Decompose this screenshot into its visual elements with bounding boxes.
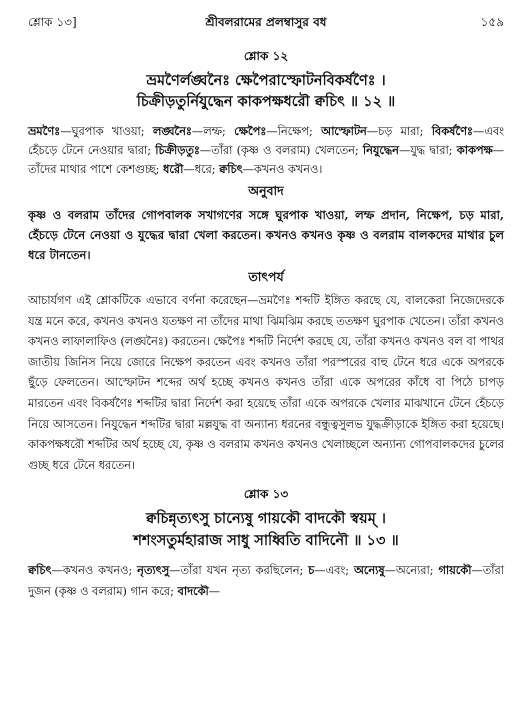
verse-13-text <box>28 508 504 552</box>
synonym-word: ভ্রমণৈঃ <box>28 124 61 138</box>
verse-12-line-2: চিক্রীড়তুর্নিযুদ্ধেন কাকপক্ষধরৌ ক্বচিৎ ॥ ১২ ॥ <box>136 93 396 110</box>
header-verse-ref: শ্লোক ১৩] <box>28 15 77 29</box>
synonym-meaning: —নিক্ষেপ; <box>266 125 322 138</box>
synonym-word: আস্ফোটন <box>321 124 367 138</box>
verse-13-line-2: শশংসতুর্মহারাজ সাধু সাধ্বিতি বাদিনৌ ॥ ১৩ ॥ <box>133 532 399 550</box>
page <box>28 14 504 602</box>
synonym-meaning: —লম্ফ; <box>191 125 235 138</box>
page-header <box>28 14 504 38</box>
synonym-word: গায়কৌ <box>438 563 472 578</box>
synonym-word: নিযুদ্ধেন <box>362 143 399 157</box>
synonym-word: ক্বচিৎ <box>28 563 52 578</box>
header-chapter-title: শ্রীবলরামের প্রলম্বাসুর বধ <box>205 15 327 29</box>
synonym-word: অন্যেষু <box>354 563 385 578</box>
translation-text: কৃষ্ণ ও বলরাম তাঁদের গোপবালক সখাগণের সঙ্গে ঘুরপাক খাওয়া, লম্ফ প্রদান, নিক্ষেপ, চড় মারা, হেঁচড়ে টেনে নেওয়া ও যুদ্ধের দ্বারা খেলা করতেন। কখনও কখনও কৃষ্ণ ও বলরাম বালকদের মাথার চুল ধরে টানতেন। <box>28 208 504 262</box>
synonym-word: লঙ্ঘনৈঃ <box>152 124 192 138</box>
synonym-meaning: —তাঁরা (কৃষ্ণ ও বলরাম) খেলতেন; <box>199 144 363 157</box>
synonym-word: নৃত্যৎসু <box>137 563 170 578</box>
verse-12-heading: শ্লোক ১২ <box>243 49 289 63</box>
synonym-meaning: —এবং হেঁচড়ে টেনে নেওয়ার দ্বারা; <box>28 125 505 157</box>
synonym-meaning: —ধরে; <box>183 163 220 176</box>
synonym-word: বাদকৌ <box>177 584 209 599</box>
synonym-word: চিক্রীড়তুঃ <box>155 143 200 157</box>
synonym-meaning: —কখনও কখনও। <box>242 163 323 176</box>
verse-12-synonyms <box>28 122 504 179</box>
synonym-meaning: —চড় মারা; <box>366 125 432 138</box>
verse-13-heading: শ্লোক ১৩ <box>243 487 289 502</box>
synonym-meaning: —এবং; <box>314 564 355 578</box>
synonym-meaning: — <box>208 585 221 599</box>
synonym-meaning: —যুদ্ধ দ্বারা; <box>398 144 457 157</box>
synonym-meaning: —তাঁদের মাথার পাশে কেশগুচ্ছ; <box>28 144 504 176</box>
synonym-meaning: —তাঁরা যখন নৃত্য করছিলেন; <box>169 564 309 578</box>
synonym-word: ধরৌ <box>163 162 184 176</box>
header-page-number: ১৫৯ <box>480 15 504 29</box>
verse-13-synonyms <box>28 560 504 602</box>
synonym-word: ক্বচিৎ <box>219 162 243 176</box>
synonym-meaning: —ঘুরপাক খাওয়া; <box>60 125 153 138</box>
purport-text: আচার্যগণ এই শ্লোকটিকে এভাবে বর্ণনা করেছেন—ভ্রমণৈঃ শব্দটি ইঙ্গিত করছে যে, বালকেরা নিজেদেরকে যন্ত্র মনে করে, কখনও কখনও যতক্ষণ না তাঁদের মাথা ঝিমঝিম করছে ততক্ষণ ঘুরপাক খেতেন। তাঁরা কখনও কখনও লাফালাফিও (লঙ্ঘনৈঃ) করতেন। ক্ষেপৈঃ শব্দটি নির্দেশ করছে যে, তাঁরা কখনও কখনও বল বা পাথর জাতীয় জিনিস নিয়ে জোরে নিক্ষেপ করতেন এবং কখনও তাঁরা পরস্পরের বাহু টেনে ধরে একে অপরকে ছুঁড়ে ফেলতেন। আস্ফোটন শব্দের অর্থ হচ্ছে কখনও কখনও তাঁরা একে অপরের কাঁধে বা পিঠে চাপড় মারতেন এবং বিকর্ষণৈঃ শব্দটির দ্বারা নির্দেশ করা হয়েছে তাঁরা একে অপরকে খেলার মাঝখানে টেনে হেঁচড়ে নিয়ে আসতেন। নিযুদ্ধেন শব্দটির দ্বারা মল্লযুদ্ধ বা অন্যান্য ধরনের বন্ধুত্বসুলভ যুদ্ধক্রীড়াকে ইঙ্গিত করা হয়েছে। কাকপক্ষধরৌ শব্দটির অর্থ হচ্ছে যে, কৃষ্ণ ও বলরাম কখনও কখনও খেলাচ্ছলে অন্যান্য গোপবালকদের চুলের গুচ্ছ ধরে টেনে ধরতেন। <box>28 294 504 472</box>
verse-12-text <box>28 70 504 112</box>
synonym-meaning: —অন্যেরা; <box>384 564 439 578</box>
synonym-meaning: —কখনও কখনও; <box>51 564 138 578</box>
verse-13-line-1: ক্বচিন্নৃত্যৎসু চান্যেষু গায়কৌ বাদকৌ স্বয়ম্ । <box>145 510 386 528</box>
synonym-meaning: —তাঁরা দুজন (কৃষ্ণ ও বলরাম) গান করে; <box>28 564 504 599</box>
synonym-word: ক্ষেপৈঃ <box>234 124 267 138</box>
verse-12-line-1: ভ্রমণৈর্লঙ্ঘনৈঃ ক্ষেপৈরাস্ফোটনবিকর্ষণৈঃ । <box>146 72 386 89</box>
translation-title: অনুবাদ <box>248 183 284 198</box>
purport-title: তাৎপর্য <box>248 269 284 284</box>
synonym-word: চ <box>308 563 315 578</box>
synonym-word: কাকপক্ষ <box>456 143 493 157</box>
synonym-word: বিকর্ষণৈঃ <box>431 124 473 138</box>
